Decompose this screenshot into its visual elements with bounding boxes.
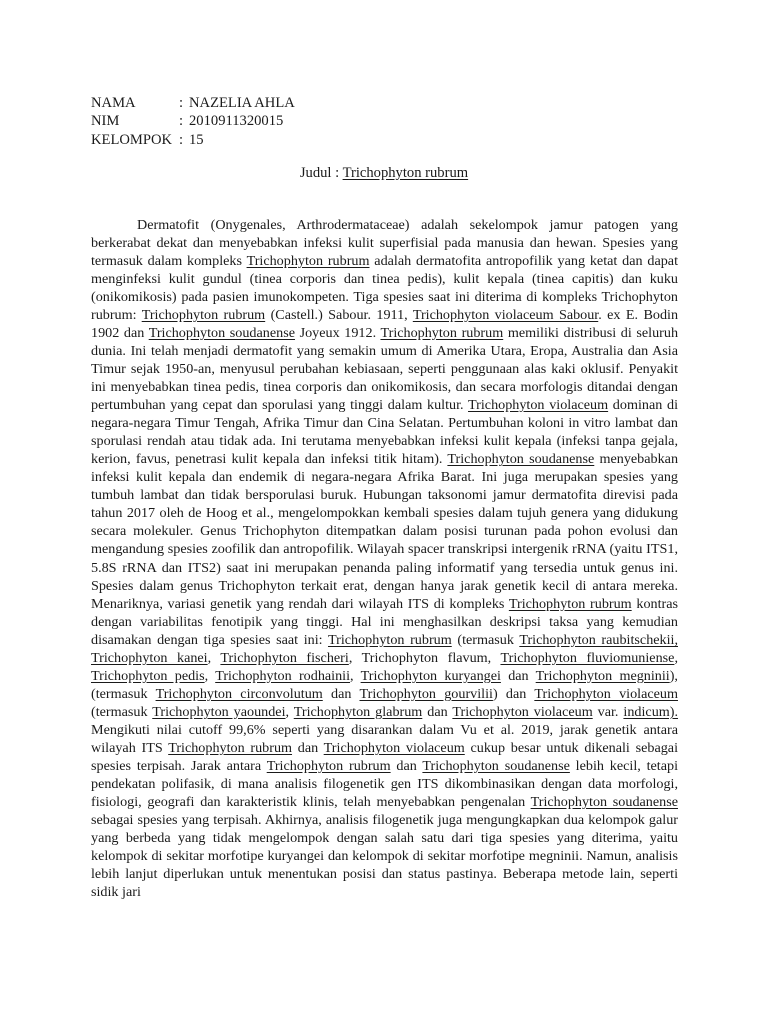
species-name: Trichophyton rubrum [327,631,452,648]
body-text-run: ), (termasuk [91,667,678,702]
body-text-run: sebagai spesies yang terpisah. Akhirnya, analisis filogenetik juga mengungkapkan dua kelompok galur yang berbeda yang tidak mengelompok dengan salah satu dari tiga spesies yang diterima, yaitu kelompok di sekitar morfotipe kuryangei dan kelompok di sekitar morfotipe megninii. Namun, analisis lebih lanjut diperlukan untuk menentukan posisi dan status pastinya. Beberapa metode lain, seperti sidik jari [91,812,678,901]
body-text-run: var. [592,703,624,720]
species-name: Trichophyton soudanense [530,794,678,811]
species-name: Trichophyton rubrum [266,758,391,775]
group-value: 15 [189,131,204,148]
species-name: Trichophyton soudanense [447,451,595,468]
species-name: Trichophyton glabrum [293,703,423,720]
body-text-run: , [285,703,294,720]
body-text-run: dan [292,740,324,756]
body-text-run: dan [422,703,453,720]
body-text-run: , [350,667,361,684]
body-text-run: memiliki distribusi di seluruh dunia. Ini telah menjadi dermatofit yang semakin umum di Amerika Utara, Eropa, Australia dan Asia Timur sejak 1950-an, menyusul perubahan kebiasaan, seperti penggunaan alas kaki oklusif. Penyakit ini menyebabkan tinea pedis, tinea corporis dan onikomikosis, dan secara morfologis ditandai dengan pertumbuhan yang cepat dan sporulasi yang tinggi dalam kultur. [91,324,679,414]
species-name: Trichophyton violaceum [534,685,678,702]
species-name: Trichophyton violaceum [452,703,593,720]
body-text-run: Mengikuti nilai cutoff 99,6% seperti yang disarankan dalam Vu et al. 2019, jarak genetik antara wilayah ITS [91,721,678,756]
body-text-run: ) dan [492,685,535,702]
species-name: Trichophyton violaceum [468,397,609,414]
species-name: Trichophyton megninii [535,667,670,684]
group-label: KELOMPOK [91,131,173,148]
body-text-run: adalah dermatofita antropofilik yang ketat dan dapat menginfeksi kulit gundul (tinea corporis dan tinea pedis), kulit kepala (tinea capitis) dan kuku (onikomikosis) pada pasien imunokompeten. Tiga spesies saat ini diterima di kompleks Trichophyton rubrum: [91,252,678,323]
body-text-run: dan [500,667,536,684]
species-name: Trichophyton fischeri [220,649,349,666]
document-title [0,164,768,182]
species-name: Trichophyton yaoundei [152,703,286,720]
body-text-run: . ex E. Bodin 1902 dan [91,306,679,341]
nim-label: NIM [91,113,120,130]
body-paragraph [91,216,678,902]
body-text-run: lebih kecil, tetapi pendekatan polifasik, di mana analisis filogenetik gen ITS dikombinasikan dengan data morfologi, fisiologi, geografi dan karakteristik klinis, telah menyebabkan pengenalan [91,758,678,811]
name-separator: : [179,95,184,111]
species-name: Trichophyton rubrum [141,306,266,323]
body-text-run: (Castell.) Sabour. 1911, [265,306,413,323]
student-identity-block [91,94,295,149]
nim-value: 2010911320015 [189,113,284,130]
identity-row-name [91,94,295,112]
species-name: Trichophyton violaceum [323,740,465,756]
body-text-run: cukup besar untuk dikenali sebagai spesies terpisah. Jarak antara [91,740,678,775]
body-text-run: (termasuk [91,703,153,720]
body-text-run: , Trichophyton flavum, [348,649,501,666]
name-value: NAZELIA AHLA [189,95,295,111]
body-text-run: dan [322,685,360,702]
body-text-run: , [674,649,678,666]
species-name: Trichophyton rubrum [168,740,293,756]
species-name: Trichophyton rubrum [380,324,504,341]
title-species-name: Trichophyton rubrum [342,165,469,181]
body-text-run: menyebabkan infeksi kulit kepala dan endemik di negara-negara Afrika Barat. Ini juga merupakan spesies yang tumbuh lambat dan tidak bersporulasi buruk. Hubungan taksonomi jamur dermatofita direvisi pada tahun 2017 oleh de Hoog et al., mengelompokkan kembali spesies dalam tujuh genera yang didukung secara molekuler. Genus Trichophyton ditempatkan dalam posisi turunan pada pohon evolusi dan mengandung spesies zoofilik dan antropofilik. Wilayah spacer transkripsi intergenik rRNA (yaitu ITS1, 5.8S rRNA dan ITS2) saat ini merupakan penanda paling informatif yang tersedia untuk genus ini. Spesies dalam genus Trichophyton terkait erat, dengan hanya jarak genetik kecil di antara mereka. Menariknya, variasi genetik yang rendah dari wilayah ITS di kompleks [91,451,679,612]
species-name: Trichophyton rodhainii [215,667,351,684]
body-text-run: , [207,649,221,666]
species-name: Trichophyton gourvilii [359,685,493,702]
body-text-run: , [204,667,216,684]
species-name: Trichophyton pedis [91,667,205,684]
species-name: indicum). [623,703,679,720]
identity-row-nim [91,112,295,130]
body-text-run: dan [390,758,423,775]
species-name: Trichophyton kanei [91,649,208,666]
body-text-run: kontras dengan variabilitas fenotipik yang tinggi. Hal ini menghasilkan deskripsi taksa yang kemudian disamakan dengan tiga spesies saat ini: [91,595,679,648]
nim-separator: : [179,113,184,130]
species-name: Trichophyton kuryangei [360,667,501,684]
species-name: Trichophyton circonvolutum [155,685,323,702]
species-name: Trichophyton soudanense [148,324,295,341]
identity-row-group [91,131,295,149]
species-name: Trichophyton fluviomuniense [500,649,675,666]
species-name: Trichophyton rubrum [508,595,632,612]
body-text-run: dominan di negara-negara Timur Tengah, Afrika Timur dan Cina Selatan. Pertumbuhan koloni in vitro lambat dan sporulasi rendah atau tidak ada. Ini terutama menyebabkan infeksi kulit kepala (infeksi tanpa gejala, kerion, favus, penetrasi kulit kepala dan infeksi titik hitam). [91,397,678,468]
body-text-run: Dermatofit (Onygenales, Arthrodermataceae) adalah sekelompok jamur patogen yang berkerabat dekat dan menyebabkan infeksi kulit superfisial pada manusia dan hewan. Spesies yang termasuk dalam kompleks [91,216,678,269]
species-name: Trichophyton soudanense [422,758,570,775]
group-separator: : [179,131,184,148]
name-label: NAMA [91,95,136,111]
species-name: Trichophyton rubrum [246,252,370,269]
species-name: Trichophyton raubitschekii, [519,631,678,648]
body-text-run: Joyeux 1912. [294,324,381,341]
title-prefix: Judul : [299,165,343,181]
species-name: Trichophyton violaceum Sabour [412,306,599,323]
body-text-run: (termasuk [451,631,520,648]
